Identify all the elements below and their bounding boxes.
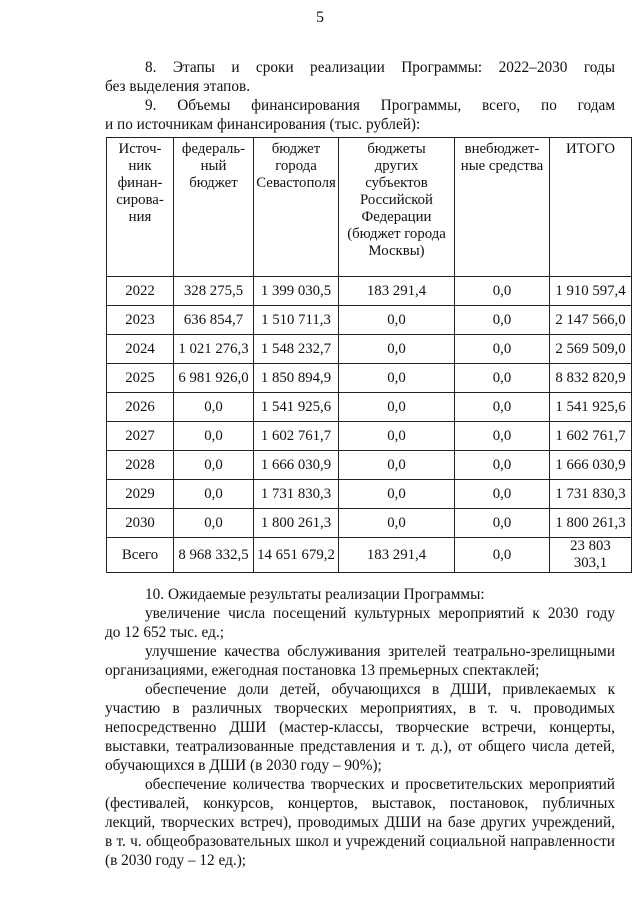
table-row — [107, 422, 632, 451]
table-total-row — [107, 538, 632, 573]
table-cell: 2 147 566,0 — [550, 306, 632, 335]
table-row — [107, 393, 632, 422]
table-cell: 0,0 — [339, 451, 455, 480]
table-cell: 0,0 — [174, 422, 254, 451]
table-cell-year: 2024 — [107, 335, 174, 364]
table-cell: 1 399 030,5 — [254, 277, 339, 306]
table-cell: 1 541 925,6 — [550, 393, 632, 422]
table-cell: 1 910 597,4 — [550, 277, 632, 306]
table-cell: 1 850 894,9 — [254, 364, 339, 393]
section-9-line: и по источникам финансирования (тыс. рублей): — [105, 116, 421, 133]
table-header-row — [107, 138, 632, 277]
table-cell: 0,0 — [455, 422, 550, 451]
table-cell: 0,0 — [339, 364, 455, 393]
table-cell-year: 2027 — [107, 422, 174, 451]
result-line: 10. Ожидаемые результаты реализации Программы: — [145, 586, 485, 603]
table-cell: 1 602 761,7 — [550, 422, 632, 451]
table-cell: 0,0 — [174, 509, 254, 538]
table-cell-year: 2028 — [107, 451, 174, 480]
result-line: выставки, театрализованные представления и т. д.), от общего числа детей, — [105, 738, 615, 755]
table-cell: 0,0 — [455, 480, 550, 509]
table-cell: 0,0 — [174, 451, 254, 480]
table-cell: 8 968 332,5 — [174, 538, 254, 573]
table-cell: 0,0 — [455, 451, 550, 480]
table-cell-year: 2029 — [107, 480, 174, 509]
table-cell: 1 731 830,3 — [550, 480, 632, 509]
result-paragraph — [105, 642, 615, 680]
table-cell-year: Всего — [107, 538, 174, 573]
table-cell: 0,0 — [339, 306, 455, 335]
table-cell: 0,0 — [455, 393, 550, 422]
table-cell: 0,0 — [455, 509, 550, 538]
section-9-funding-intro — [105, 96, 615, 134]
header-sevastopol-budget: бюджет города Севастополя — [254, 138, 339, 277]
table-cell: 0,0 — [339, 422, 455, 451]
table-cell: 23 803 303,1 — [550, 538, 632, 573]
table-row — [107, 509, 632, 538]
result-line: непосредственно ДШИ (мастер-классы, творческие встречи, концерты, — [105, 719, 615, 736]
result-line: (в 2030 году – 12 ед.); — [105, 852, 247, 869]
header-total: ИТОГО — [550, 138, 632, 277]
result-paragraph — [105, 604, 615, 642]
table-row — [107, 480, 632, 509]
section-9-line: 9. Объемы финансирования Программы, всего, по годам — [145, 97, 615, 114]
result-paragraph — [105, 585, 615, 604]
table-cell: 1 602 761,7 — [254, 422, 339, 451]
header-extrabudgetary: внебюджет- ные средства — [455, 138, 550, 277]
table-row — [107, 451, 632, 480]
table-row — [107, 306, 632, 335]
table-cell: 0,0 — [339, 393, 455, 422]
table-cell: 0,0 — [339, 335, 455, 364]
header-other-subjects-budget: бюджеты других субъектов Российской Федерации (бюджет города Москвы) — [339, 138, 455, 277]
section-8-line: без выделения этапов. — [105, 78, 251, 95]
result-line: увеличение числа посещений культурных мероприятий к 2030 году — [145, 605, 615, 622]
table-row — [107, 277, 632, 306]
result-line: (фестивалей, конкурсов, концертов, выставок, постановок, публичных — [105, 795, 615, 812]
table-cell: 0,0 — [455, 364, 550, 393]
table-cell: 328 275,5 — [174, 277, 254, 306]
table-body — [107, 277, 632, 573]
table-cell: 0,0 — [174, 480, 254, 509]
table-cell: 0,0 — [455, 277, 550, 306]
result-line: участию в различных творческих мероприятиях, в т. ч. проводимых — [105, 700, 615, 717]
table-cell: 636 854,7 — [174, 306, 254, 335]
table-cell: 0,0 — [339, 509, 455, 538]
table-cell: 183 291,4 — [339, 277, 455, 306]
table-cell: 1 666 030,9 — [254, 451, 339, 480]
table-cell: 1 731 830,3 — [254, 480, 339, 509]
header-federal-budget: федераль- ный бюджет — [174, 138, 254, 277]
table-cell: 1 548 232,7 — [254, 335, 339, 364]
table-cell-year: 2022 — [107, 277, 174, 306]
table-cell: 1 666 030,9 — [550, 451, 632, 480]
table-cell: 0,0 — [455, 306, 550, 335]
result-line: обучающихся в ДШИ (в 2030 году – 90%); — [105, 757, 382, 774]
section-8-line: 8. Этапы и сроки реализации Программы: 2022–2030 годы — [145, 59, 615, 76]
result-paragraph — [105, 680, 615, 775]
table-cell: 1 021 276,3 — [174, 335, 254, 364]
table-cell: 0,0 — [455, 538, 550, 573]
table-cell: 1 510 711,3 — [254, 306, 339, 335]
table-cell: 1 800 261,3 — [550, 509, 632, 538]
table-cell-year: 2030 — [107, 509, 174, 538]
result-line: в т. ч. общеобразовательных школ и учреждений социальной направленности — [105, 833, 615, 850]
table-cell: 8 832 820,9 — [550, 364, 632, 393]
table-cell: 0,0 — [455, 335, 550, 364]
table-cell: 1 541 925,6 — [254, 393, 339, 422]
table-cell: 183 291,4 — [339, 538, 455, 573]
result-line: улучшение качества обслуживания зрителей театрально-зрелищными — [145, 643, 615, 660]
table-cell: 14 651 679,2 — [254, 538, 339, 573]
table-cell: 0,0 — [339, 480, 455, 509]
section-10-expected-results — [105, 585, 615, 870]
result-line: до 12 652 тыс. ед.; — [105, 624, 224, 641]
result-line: организациями, ежегодная постановка 13 премьерных спектаклей; — [105, 662, 540, 679]
result-paragraph — [105, 775, 615, 870]
result-line: обеспечение доли детей, обучающихся в ДШИ, привлекаемых к — [145, 681, 615, 698]
section-8-stages — [105, 58, 615, 96]
table-cell-year: 2026 — [107, 393, 174, 422]
table-cell: 6 981 926,0 — [174, 364, 254, 393]
table-cell-year: 2025 — [107, 364, 174, 393]
page-number: 5 — [316, 9, 324, 26]
header-source: Источ- ник финан- сирова- ния — [107, 138, 174, 277]
table-row — [107, 364, 632, 393]
table-cell: 1 800 261,3 — [254, 509, 339, 538]
table-cell-year: 2023 — [107, 306, 174, 335]
table-row — [107, 335, 632, 364]
table-cell: 2 569 509,0 — [550, 335, 632, 364]
table-cell: 0,0 — [174, 393, 254, 422]
result-line: лекций, творческих встреч), проводимых ДШИ на базе других учреждений, — [105, 814, 615, 831]
funding-table — [106, 137, 632, 573]
result-line: обеспечение количества творческих и просветительских мероприятий — [145, 776, 615, 793]
